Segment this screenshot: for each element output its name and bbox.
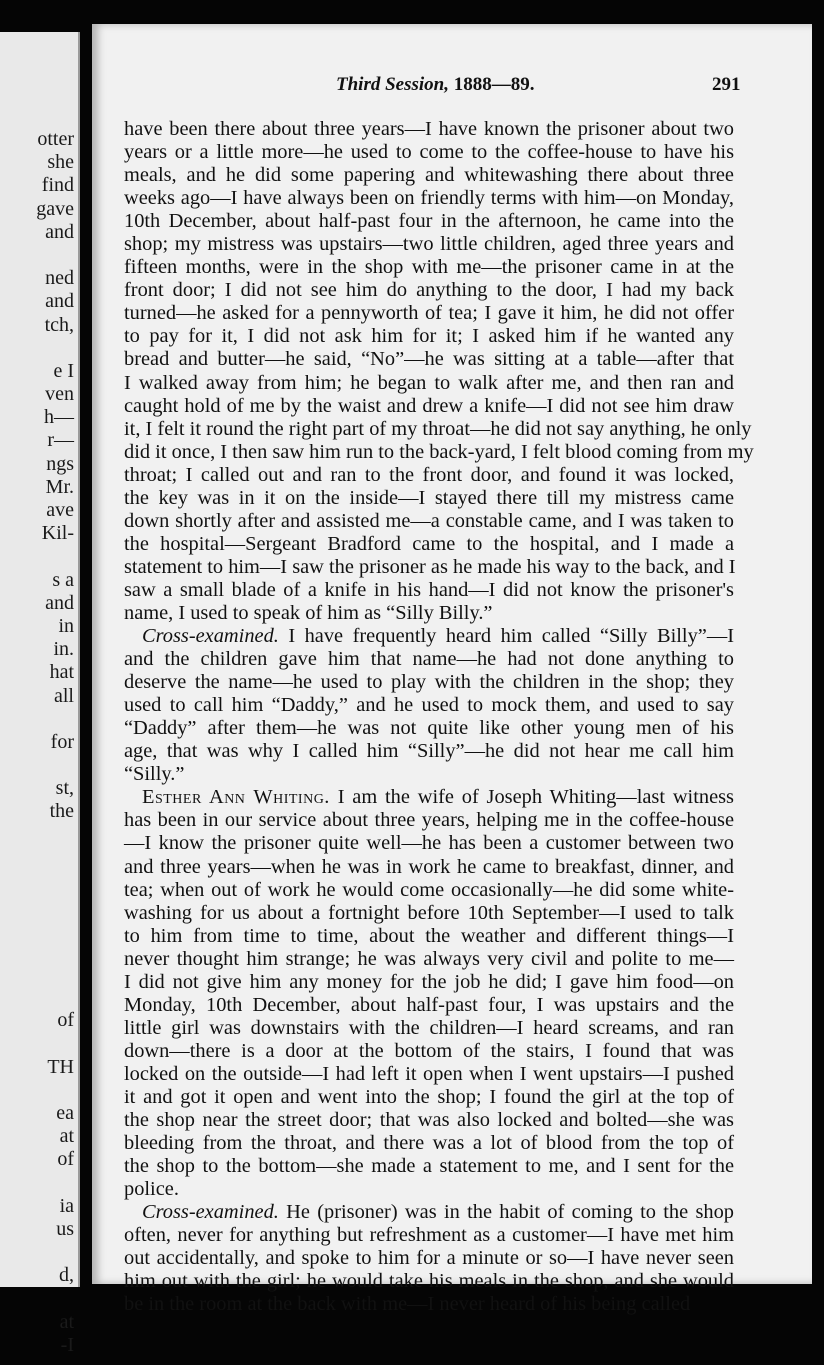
text-line bbox=[124, 256, 734, 279]
line-text: the shop to the bottom—she made a statement to me, and I sent for the bbox=[124, 1155, 734, 1178]
text-line bbox=[124, 487, 734, 510]
line-text: bread and butter—he said, “No”—he was sitting at a table—after that bbox=[124, 348, 734, 371]
text-line bbox=[124, 579, 734, 602]
line-text: years or a little more—he used to come to the coffee-house to have his bbox=[124, 141, 734, 164]
facing-page-fragment: r— bbox=[47, 429, 74, 452]
facing-page-fragment bbox=[0, 847, 78, 870]
text-line bbox=[124, 164, 734, 187]
line-text: police. bbox=[124, 1178, 179, 1201]
text-line bbox=[124, 1178, 734, 1201]
text-line bbox=[124, 1040, 734, 1063]
text-line bbox=[124, 1063, 734, 1086]
facing-page-fragment: TH bbox=[47, 1055, 74, 1078]
testimony-text bbox=[124, 118, 754, 1316]
line-text: never thought him strange; he was always very civil and polite to me— bbox=[124, 947, 734, 970]
text-line bbox=[124, 325, 734, 348]
facing-page-fragment: ia bbox=[59, 1194, 74, 1217]
speaker-label: Cross-examined. bbox=[142, 625, 279, 648]
line-text: statement to him—I saw the prisoner as he made his way to the back, and I bbox=[124, 555, 736, 578]
text-line bbox=[124, 348, 734, 371]
line-text: him out with the girl; he would take his meals in the shop, and she would bbox=[124, 1270, 734, 1293]
facing-page-text bbox=[0, 128, 78, 1357]
line-text: and the children gave him that name—he had not done anything to bbox=[124, 648, 734, 671]
line-text: to him from time to time, about the weather and different things—I bbox=[124, 924, 734, 947]
text-line bbox=[124, 141, 734, 164]
text-line bbox=[124, 671, 734, 694]
text-line bbox=[124, 1132, 734, 1155]
line-text: the shop near the street door; that was also locked and bolted—she was bbox=[124, 1109, 734, 1132]
line-text: the key was in it on the inside—I stayed there till my mistress came bbox=[124, 486, 734, 509]
facing-page-fragment bbox=[0, 1171, 78, 1194]
facing-page-fragment: hat bbox=[49, 661, 74, 684]
facing-page-fragment bbox=[0, 1032, 78, 1055]
facing-page-fragment: for bbox=[50, 730, 74, 753]
running-head bbox=[336, 74, 534, 96]
paragraph bbox=[124, 118, 754, 625]
line-text: caught hold of me by the waist and drew a knife—I did not see him draw bbox=[124, 394, 734, 417]
facing-page-fragment bbox=[0, 963, 78, 986]
facing-page-fragment: h— bbox=[44, 406, 74, 429]
line-text: turned—he asked for a pennyworth of tea; I gave it him, he did not offer bbox=[124, 302, 734, 325]
text-line bbox=[124, 533, 734, 556]
line-text: He (prisoner) was in the habit of coming to the shop bbox=[278, 1201, 734, 1224]
facing-page-fragment: of bbox=[57, 1009, 74, 1032]
text-line bbox=[124, 971, 734, 994]
text-line bbox=[124, 740, 734, 763]
text-line bbox=[124, 556, 734, 579]
session-years: 1888—89. bbox=[448, 74, 535, 95]
facing-page-fragment: s a bbox=[52, 568, 74, 591]
text-line bbox=[124, 395, 734, 418]
line-text: name, I used to speak of him as “Silly Billy.” bbox=[124, 601, 493, 624]
facing-page-fragment: us bbox=[56, 1217, 74, 1240]
facing-page-fragment bbox=[0, 1241, 78, 1264]
text-line bbox=[124, 763, 734, 786]
line-text: I am the wife of Joseph Whiting—last witness bbox=[329, 786, 734, 809]
text-line bbox=[124, 925, 734, 948]
facing-page-fragment: gave bbox=[36, 197, 74, 220]
facing-page-fragment: of bbox=[57, 1148, 74, 1171]
facing-page-fragment: Mr. bbox=[45, 475, 74, 498]
text-line bbox=[124, 717, 734, 740]
facing-page-fragment bbox=[0, 545, 78, 568]
text-line bbox=[124, 1017, 734, 1040]
text-line bbox=[124, 948, 734, 971]
text-line bbox=[124, 809, 734, 832]
facing-page-fragment: ave bbox=[46, 499, 74, 521]
line-text: Monday, 10th December, about half-past four, I was upstairs and the bbox=[124, 993, 734, 1016]
facing-page-fragment: in. bbox=[53, 638, 74, 661]
facing-page-fragment bbox=[0, 1079, 78, 1102]
line-text: “Silly.” bbox=[124, 763, 185, 786]
line-text: deserve the name—he used to play with the children in the shop; they bbox=[124, 671, 734, 694]
text-line bbox=[124, 510, 734, 533]
line-text: it and got it open and went into the shop; I found the girl at the top of bbox=[124, 1085, 734, 1108]
line-text: down shortly after and assisted me—a constable came, and I was taken to bbox=[124, 509, 734, 532]
facing-page-fragment bbox=[0, 824, 78, 847]
facing-page-fragment: she bbox=[47, 151, 74, 174]
facing-page-fragment: ned bbox=[45, 267, 74, 290]
facing-page-fragment: and bbox=[45, 290, 74, 313]
line-text: meals, and he did some papering and whitewashing there about three bbox=[124, 164, 734, 187]
text-line bbox=[124, 1293, 734, 1316]
facing-page-fragment bbox=[0, 244, 78, 267]
line-text: I did not give him any money for the job he did; I gave him food—on bbox=[124, 970, 734, 993]
line-text: front door; I did not see him do anything to the door, I had my back bbox=[124, 279, 734, 302]
text-line bbox=[124, 233, 734, 256]
line-text: throat; I called out and ran to the front door, and found it was locked, bbox=[124, 463, 734, 486]
facing-page-fragment: st, bbox=[55, 777, 74, 800]
facing-page-fragment: ngs bbox=[46, 452, 74, 475]
facing-page-fragment: ea bbox=[56, 1101, 74, 1124]
line-text: to pay for it, I did not ask him for it; I asked him if he wanted any bbox=[124, 325, 734, 348]
text-line bbox=[124, 372, 734, 395]
text-line bbox=[124, 625, 734, 648]
facing-page-fragment bbox=[0, 754, 78, 777]
line-text: down—there is a door at the bottom of the stairs, I found that was bbox=[124, 1039, 734, 1062]
facing-page-fragment: find bbox=[41, 174, 74, 197]
paragraph bbox=[124, 1201, 734, 1316]
line-text: little girl was downstairs with the children—I heard screams, and ran bbox=[124, 1016, 734, 1039]
line-text: I have frequently heard him called “Silly Billy”—I bbox=[278, 625, 734, 648]
line-text: bleeding from the throat, and there was a lot of blood from the top of bbox=[124, 1132, 734, 1155]
text-line bbox=[124, 1086, 734, 1109]
facing-page-fragment: Kil- bbox=[41, 522, 74, 545]
facing-page-fragment: tch, bbox=[44, 313, 74, 336]
facing-page-fragment: d, bbox=[59, 1264, 74, 1287]
text-line bbox=[124, 302, 734, 325]
book-page bbox=[92, 24, 812, 1316]
text-line bbox=[124, 210, 734, 233]
line-text: weeks ago—I have always been on friendly terms with him—on Monday, bbox=[124, 187, 734, 210]
line-text: be in the room at the back with me—I never heard of his being called bbox=[124, 1293, 691, 1316]
text-line bbox=[124, 279, 734, 302]
line-text: 10th December, about half-past four in the afternoon, he came into the bbox=[124, 210, 734, 233]
facing-page-fragment: at bbox=[59, 1310, 74, 1333]
line-text: shop; my mistress was upstairs—two little children, aged three years and bbox=[124, 233, 734, 256]
facing-page-fragment: in bbox=[58, 614, 74, 637]
line-text: and three years—when he was in work he came to breakfast, dinner, and bbox=[124, 855, 734, 878]
facing-page-fragment bbox=[0, 337, 78, 360]
facing-page-fragment: and bbox=[45, 220, 74, 243]
text-line bbox=[124, 602, 734, 625]
facing-page-fragment: ven bbox=[45, 383, 74, 406]
facing-page-fragment bbox=[0, 1287, 78, 1310]
speaker-label: Esther Ann Whiting. bbox=[142, 786, 330, 809]
text-line bbox=[124, 832, 734, 855]
page-number: 291 bbox=[712, 74, 741, 95]
facing-page-fragment: otter bbox=[37, 128, 74, 150]
text-line bbox=[124, 417, 752, 441]
text-line bbox=[124, 187, 734, 210]
facing-page-fragment bbox=[0, 708, 78, 731]
line-text: washing for us about a fortnight before 10th September—I used to talk bbox=[124, 901, 734, 924]
text-line bbox=[124, 856, 734, 879]
facing-page-fragment: and bbox=[45, 591, 74, 614]
text-line bbox=[124, 1155, 734, 1178]
line-text: often, never for anything but refreshment as a customer—I have met him bbox=[124, 1224, 734, 1247]
text-line bbox=[124, 902, 734, 925]
line-text: out accidentally, and spoke to him for a minute or so—I have never seen bbox=[124, 1247, 734, 1270]
facing-page-fragment bbox=[0, 916, 78, 939]
facing-page-fragment bbox=[0, 986, 78, 1009]
facing-page-fragment bbox=[0, 940, 78, 963]
speaker-label: Cross-examined. bbox=[142, 1201, 279, 1224]
line-text: it, I felt it round the right part of my throat—he did not say anything, he only bbox=[124, 417, 752, 440]
paragraph bbox=[124, 786, 734, 1201]
line-text: I walked away from him; he began to walk after me, and then ran and bbox=[124, 371, 734, 394]
line-text: “Daddy” after them—he was not quite like other young men of his bbox=[124, 717, 734, 740]
text-line bbox=[124, 879, 734, 902]
line-text: have been there about three years—I have known the prisoner about two bbox=[124, 118, 734, 140]
text-line bbox=[124, 118, 734, 141]
facing-page-fragment: the bbox=[49, 800, 74, 823]
line-text: fifteen months, were in the shop with me—the prisoner came in at the bbox=[124, 256, 734, 279]
facing-page-fragment: at bbox=[59, 1125, 74, 1148]
text-line bbox=[124, 648, 734, 671]
page-header bbox=[92, 74, 812, 104]
text-line bbox=[124, 1201, 734, 1224]
line-text: did it once, I then saw him run to the back-yard, I felt blood coming from my bbox=[124, 440, 754, 463]
text-line bbox=[124, 464, 734, 487]
line-text: age, that was why I called him “Silly”—he did not hear me call him bbox=[124, 740, 734, 763]
line-text: —I know the prisoner quite well—he has been a customer between two bbox=[124, 832, 734, 855]
text-line bbox=[124, 1247, 734, 1270]
text-line bbox=[124, 786, 734, 809]
line-text: the hospital—Sergeant Bradford came to the hospital, and I made a bbox=[124, 532, 734, 555]
text-line bbox=[124, 1109, 734, 1132]
line-text: saw a small blade of a knife in his hand—I did not know the prisoner's bbox=[124, 578, 734, 601]
text-line bbox=[124, 1270, 734, 1293]
facing-page-fragment bbox=[0, 870, 78, 893]
facing-page-fragment bbox=[0, 893, 78, 916]
line-text: used to call him “Daddy,” and he used to mock them, and used to say bbox=[124, 694, 734, 717]
line-text: locked on the outside—I had left it open when I went upstairs—I pushed bbox=[124, 1062, 734, 1085]
session-label: Third Session, bbox=[336, 74, 449, 95]
text-line bbox=[124, 1224, 734, 1247]
facing-page-fragment: all bbox=[54, 684, 74, 707]
paragraph bbox=[124, 625, 734, 786]
line-text: has been in our service about three years, helping me in the coffee-house bbox=[124, 809, 734, 832]
text-line bbox=[124, 994, 734, 1017]
text-line bbox=[124, 694, 734, 717]
text-line bbox=[124, 440, 754, 464]
line-text: tea; when out of work he would come occasionally—he did some white- bbox=[124, 878, 734, 901]
facing-page-edge bbox=[0, 32, 80, 1356]
facing-page-fragment: -I bbox=[60, 1333, 74, 1356]
facing-page-fragment: e I bbox=[53, 359, 74, 382]
